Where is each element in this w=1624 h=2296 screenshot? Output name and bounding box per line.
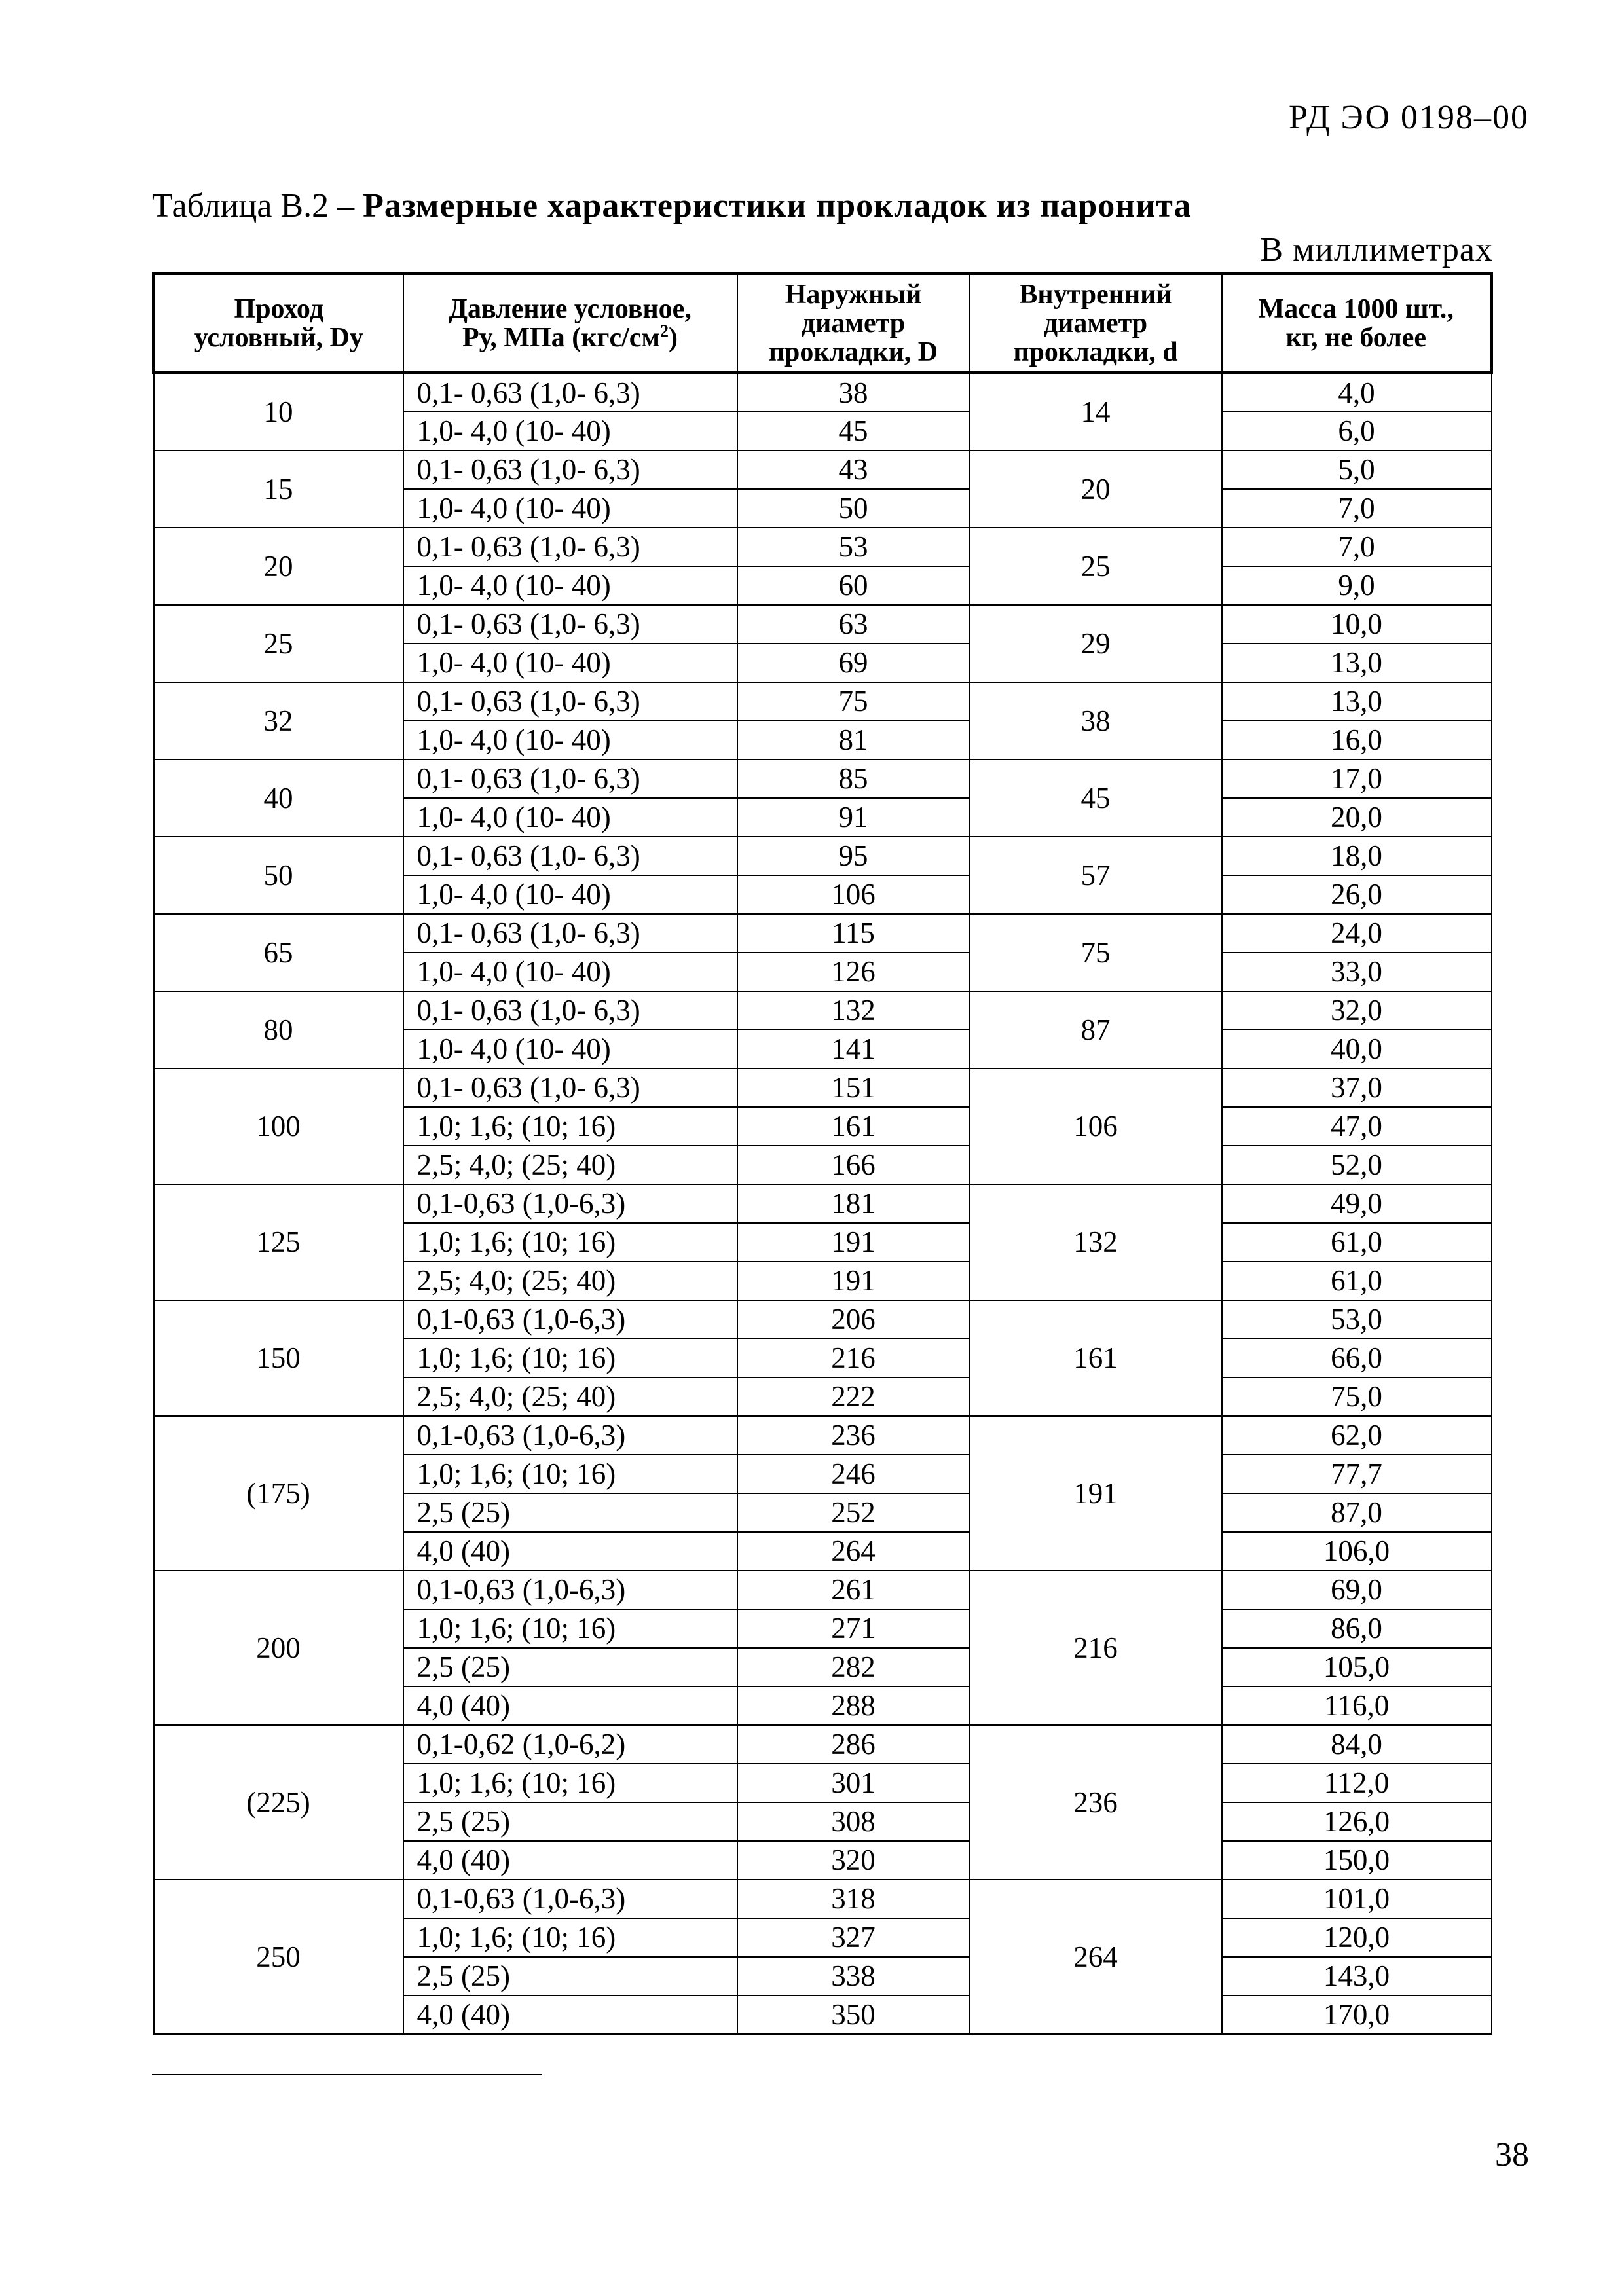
table-row	[154, 1416, 1492, 1455]
nominal-diameter-cell: 80	[154, 991, 403, 1068]
pressure-cell: 2,5 (25)	[403, 1957, 737, 1995]
table-caption	[152, 187, 1191, 225]
pressure-cell: 0,1- 0,63 (1,0- 6,3)	[403, 759, 737, 798]
outer-diameter-cell: 338	[737, 1957, 970, 1995]
outer-diameter-cell: 286	[737, 1725, 970, 1764]
mass-cell: 120,0	[1222, 1918, 1492, 1957]
inner-diameter-cell: 75	[970, 914, 1222, 991]
outer-diameter-cell: 75	[737, 682, 970, 721]
pressure-cell: 1,0; 1,6; (10; 16)	[403, 1918, 737, 1957]
outer-diameter-cell: 115	[737, 914, 970, 953]
header-nominal-diameter: Проход условный, Dy	[154, 274, 403, 373]
inner-diameter-cell: 29	[970, 605, 1222, 682]
mass-cell: 106,0	[1222, 1532, 1492, 1571]
pressure-cell: 0,1- 0,63 (1,0- 6,3)	[403, 991, 737, 1030]
pressure-cell: 1,0- 4,0 (10- 40)	[403, 412, 737, 450]
nominal-diameter-cell: 32	[154, 682, 403, 759]
table-row	[154, 605, 1492, 644]
inner-diameter-cell: 45	[970, 759, 1222, 837]
table-row	[154, 1300, 1492, 1339]
mass-cell: 33,0	[1222, 953, 1492, 991]
mass-cell: 150,0	[1222, 1841, 1492, 1880]
outer-diameter-cell: 43	[737, 450, 970, 489]
units-note: В миллиметрах	[1260, 231, 1493, 268]
pressure-cell: 2,5; 4,0; (25; 40)	[403, 1146, 737, 1184]
mass-cell: 126,0	[1222, 1802, 1492, 1841]
pressure-cell: 0,1- 0,63 (1,0- 6,3)	[403, 528, 737, 566]
pressure-cell: 0,1-0,62 (1,0-6,2)	[403, 1725, 737, 1764]
pressure-cell: 4,0 (40)	[403, 1686, 737, 1725]
mass-cell: 53,0	[1222, 1300, 1492, 1339]
table-row	[154, 450, 1492, 489]
mass-cell: 6,0	[1222, 412, 1492, 450]
outer-diameter-cell: 264	[737, 1532, 970, 1571]
table-row	[154, 528, 1492, 566]
table-row	[154, 759, 1492, 798]
mass-cell: 47,0	[1222, 1107, 1492, 1146]
outer-diameter-cell: 252	[737, 1493, 970, 1532]
outer-diameter-cell: 85	[737, 759, 970, 798]
mass-cell: 7,0	[1222, 528, 1492, 566]
mass-cell: 101,0	[1222, 1880, 1492, 1918]
outer-diameter-cell: 166	[737, 1146, 970, 1184]
outer-diameter-cell: 50	[737, 489, 970, 528]
pressure-cell: 0,1- 0,63 (1,0- 6,3)	[403, 682, 737, 721]
outer-diameter-cell: 206	[737, 1300, 970, 1339]
mass-cell: 9,0	[1222, 566, 1492, 605]
inner-diameter-cell: 87	[970, 991, 1222, 1068]
outer-diameter-cell: 106	[737, 875, 970, 914]
outer-diameter-cell: 191	[737, 1223, 970, 1262]
mass-cell: 75,0	[1222, 1377, 1492, 1416]
mass-cell: 40,0	[1222, 1030, 1492, 1068]
pressure-cell: 1,0; 1,6; (10; 16)	[403, 1107, 737, 1146]
gasket-dimensions-table	[152, 272, 1493, 2035]
mass-cell: 26,0	[1222, 875, 1492, 914]
inner-diameter-cell: 57	[970, 837, 1222, 914]
mass-cell: 17,0	[1222, 759, 1492, 798]
table-row	[154, 373, 1492, 412]
page-number: 38	[1495, 2136, 1529, 2174]
document-code: РД ЭО 0198–00	[1289, 99, 1529, 136]
header-nominal-pressure: Давление условное, Ру, МПа $(кгс/см^2)$	[403, 274, 737, 373]
mass-cell: 52,0	[1222, 1146, 1492, 1184]
mass-cell: 84,0	[1222, 1725, 1492, 1764]
table-body	[154, 373, 1492, 2034]
mass-cell: 105,0	[1222, 1648, 1492, 1686]
mass-cell: 5,0	[1222, 450, 1492, 489]
pressure-cell: 0,1- 0,63 (1,0- 6,3)	[403, 605, 737, 644]
outer-diameter-cell: 38	[737, 373, 970, 412]
pressure-cell: 0,1- 0,63 (1,0- 6,3)	[403, 450, 737, 489]
table-header-row	[154, 274, 1492, 373]
outer-diameter-cell: 181	[737, 1184, 970, 1223]
pressure-cell: 2,5; 4,0; (25; 40)	[403, 1377, 737, 1416]
pressure-cell: 1,0- 4,0 (10- 40)	[403, 721, 737, 759]
nominal-diameter-cell: 65	[154, 914, 403, 991]
mass-cell: 66,0	[1222, 1339, 1492, 1377]
header-inner-diameter: Внутренний диаметр прокладки, d	[970, 274, 1222, 373]
mass-cell: 20,0	[1222, 798, 1492, 837]
pressure-cell: 2,5 (25)	[403, 1802, 737, 1841]
mass-cell: 18,0	[1222, 837, 1492, 875]
mass-cell: 112,0	[1222, 1764, 1492, 1802]
pressure-cell: 1,0- 4,0 (10- 40)	[403, 953, 737, 991]
mass-cell: 69,0	[1222, 1571, 1492, 1609]
pressure-cell: 2,5; 4,0; (25; 40)	[403, 1262, 737, 1300]
table-row	[154, 914, 1492, 953]
mass-cell: 10,0	[1222, 605, 1492, 644]
mass-cell: 62,0	[1222, 1416, 1492, 1455]
nominal-diameter-cell: 150	[154, 1300, 403, 1416]
mass-cell: 7,0	[1222, 489, 1492, 528]
pressure-cell: 0,1- 0,63 (1,0- 6,3)	[403, 373, 737, 412]
outer-diameter-cell: 246	[737, 1455, 970, 1493]
nominal-diameter-cell: (175)	[154, 1416, 403, 1571]
pressure-cell: 0,1-0,63 (1,0-6,3)	[403, 1880, 737, 1918]
outer-diameter-cell: 288	[737, 1686, 970, 1725]
outer-diameter-cell: 45	[737, 412, 970, 450]
nominal-diameter-cell: (225)	[154, 1725, 403, 1880]
outer-diameter-cell: 141	[737, 1030, 970, 1068]
pressure-cell: 1,0; 1,6; (10; 16)	[403, 1455, 737, 1493]
outer-diameter-cell: 282	[737, 1648, 970, 1686]
table-row	[154, 682, 1492, 721]
nominal-diameter-cell: 15	[154, 450, 403, 528]
mass-cell: 24,0	[1222, 914, 1492, 953]
outer-diameter-cell: 271	[737, 1609, 970, 1648]
inner-diameter-cell: 132	[970, 1184, 1222, 1300]
pressure-cell: 0,1-0,63 (1,0-6,3)	[403, 1416, 737, 1455]
inner-diameter-cell: 38	[970, 682, 1222, 759]
pressure-cell: 0,1- 0,63 (1,0- 6,3)	[403, 914, 737, 953]
header-outer-diameter: Наружный диаметр прокладки, D	[737, 274, 970, 373]
pressure-cell: 1,0; 1,6; (10; 16)	[403, 1339, 737, 1377]
outer-diameter-cell: 308	[737, 1802, 970, 1841]
header-mass: Масса 1000 шт., кг, не более	[1222, 274, 1492, 373]
outer-diameter-cell: 63	[737, 605, 970, 644]
outer-diameter-cell: 320	[737, 1841, 970, 1880]
table-row	[154, 1571, 1492, 1609]
nominal-diameter-cell: 50	[154, 837, 403, 914]
nominal-diameter-cell: 10	[154, 373, 403, 450]
mass-cell: 143,0	[1222, 1957, 1492, 1995]
table-row	[154, 837, 1492, 875]
table-row	[154, 991, 1492, 1030]
inner-diameter-cell: 191	[970, 1416, 1222, 1571]
pressure-cell: 1,0- 4,0 (10- 40)	[403, 644, 737, 682]
inner-diameter-cell: 14	[970, 373, 1222, 450]
outer-diameter-cell: 161	[737, 1107, 970, 1146]
pressure-cell: 0,1- 0,63 (1,0- 6,3)	[403, 1068, 737, 1107]
outer-diameter-cell: 69	[737, 644, 970, 682]
mass-cell: 170,0	[1222, 1995, 1492, 2034]
pressure-cell: 4,0 (40)	[403, 1532, 737, 1571]
pressure-cell: 1,0- 4,0 (10- 40)	[403, 875, 737, 914]
inner-diameter-cell: 161	[970, 1300, 1222, 1416]
outer-diameter-cell: 318	[737, 1880, 970, 1918]
inner-diameter-cell: 236	[970, 1725, 1222, 1880]
nominal-diameter-cell: 20	[154, 528, 403, 605]
mass-cell: 61,0	[1222, 1262, 1492, 1300]
pressure-cell: 1,0; 1,6; (10; 16)	[403, 1223, 737, 1262]
mass-cell: 87,0	[1222, 1493, 1492, 1532]
outer-diameter-cell: 132	[737, 991, 970, 1030]
table-caption-prefix: Таблица В.2 –	[152, 187, 363, 225]
outer-diameter-cell: 327	[737, 1918, 970, 1957]
pressure-cell: 1,0; 1,6; (10; 16)	[403, 1609, 737, 1648]
nominal-diameter-cell: 100	[154, 1068, 403, 1184]
mass-cell: 4,0	[1222, 373, 1492, 412]
inner-diameter-cell: 264	[970, 1880, 1222, 2034]
pressure-cell: 2,5 (25)	[403, 1648, 737, 1686]
mass-cell: 32,0	[1222, 991, 1492, 1030]
outer-diameter-cell: 216	[737, 1339, 970, 1377]
footnote-divider	[152, 2074, 542, 2075]
table-caption-title: Размерные характеристики прокладок из паронита	[363, 187, 1192, 225]
outer-diameter-cell: 81	[737, 721, 970, 759]
pressure-cell: 4,0 (40)	[403, 1995, 737, 2034]
outer-diameter-cell: 301	[737, 1764, 970, 1802]
pressure-cell: 0,1-0,63 (1,0-6,3)	[403, 1184, 737, 1223]
pressure-cell: 4,0 (40)	[403, 1841, 737, 1880]
inner-diameter-cell: 216	[970, 1571, 1222, 1725]
mass-cell: 16,0	[1222, 721, 1492, 759]
inner-diameter-cell: 20	[970, 450, 1222, 528]
pressure-cell: 1,0- 4,0 (10- 40)	[403, 798, 737, 837]
table-row	[154, 1725, 1492, 1764]
nominal-diameter-cell: 200	[154, 1571, 403, 1725]
outer-diameter-cell: 91	[737, 798, 970, 837]
pressure-cell: 1,0- 4,0 (10- 40)	[403, 1030, 737, 1068]
nominal-diameter-cell: 25	[154, 605, 403, 682]
nominal-diameter-cell: 250	[154, 1880, 403, 2034]
mass-cell: 13,0	[1222, 682, 1492, 721]
table-row	[154, 1880, 1492, 1918]
mass-cell: 116,0	[1222, 1686, 1492, 1725]
table-row	[154, 1068, 1492, 1107]
outer-diameter-cell: 126	[737, 953, 970, 991]
mass-cell: 77,7	[1222, 1455, 1492, 1493]
outer-diameter-cell: 350	[737, 1995, 970, 2034]
inner-diameter-cell: 25	[970, 528, 1222, 605]
mass-cell: 49,0	[1222, 1184, 1492, 1223]
table-row	[154, 1184, 1492, 1223]
mass-cell: 86,0	[1222, 1609, 1492, 1648]
pressure-cell: 1,0; 1,6; (10; 16)	[403, 1764, 737, 1802]
nominal-diameter-cell: 125	[154, 1184, 403, 1300]
mass-cell: 61,0	[1222, 1223, 1492, 1262]
pressure-cell: 1,0- 4,0 (10- 40)	[403, 489, 737, 528]
outer-diameter-cell: 236	[737, 1416, 970, 1455]
pressure-cell: 2,5 (25)	[403, 1493, 737, 1532]
outer-diameter-cell: 261	[737, 1571, 970, 1609]
inner-diameter-cell: 106	[970, 1068, 1222, 1184]
pressure-cell: 0,1- 0,63 (1,0- 6,3)	[403, 837, 737, 875]
outer-diameter-cell: 95	[737, 837, 970, 875]
outer-diameter-cell: 151	[737, 1068, 970, 1107]
mass-cell: 37,0	[1222, 1068, 1492, 1107]
pressure-cell: 1,0- 4,0 (10- 40)	[403, 566, 737, 605]
outer-diameter-cell: 222	[737, 1377, 970, 1416]
outer-diameter-cell: 60	[737, 566, 970, 605]
nominal-diameter-cell: 40	[154, 759, 403, 837]
outer-diameter-cell: 53	[737, 528, 970, 566]
outer-diameter-cell: 191	[737, 1262, 970, 1300]
pressure-cell: 0,1-0,63 (1,0-6,3)	[403, 1571, 737, 1609]
pressure-cell: 0,1-0,63 (1,0-6,3)	[403, 1300, 737, 1339]
mass-cell: 13,0	[1222, 644, 1492, 682]
